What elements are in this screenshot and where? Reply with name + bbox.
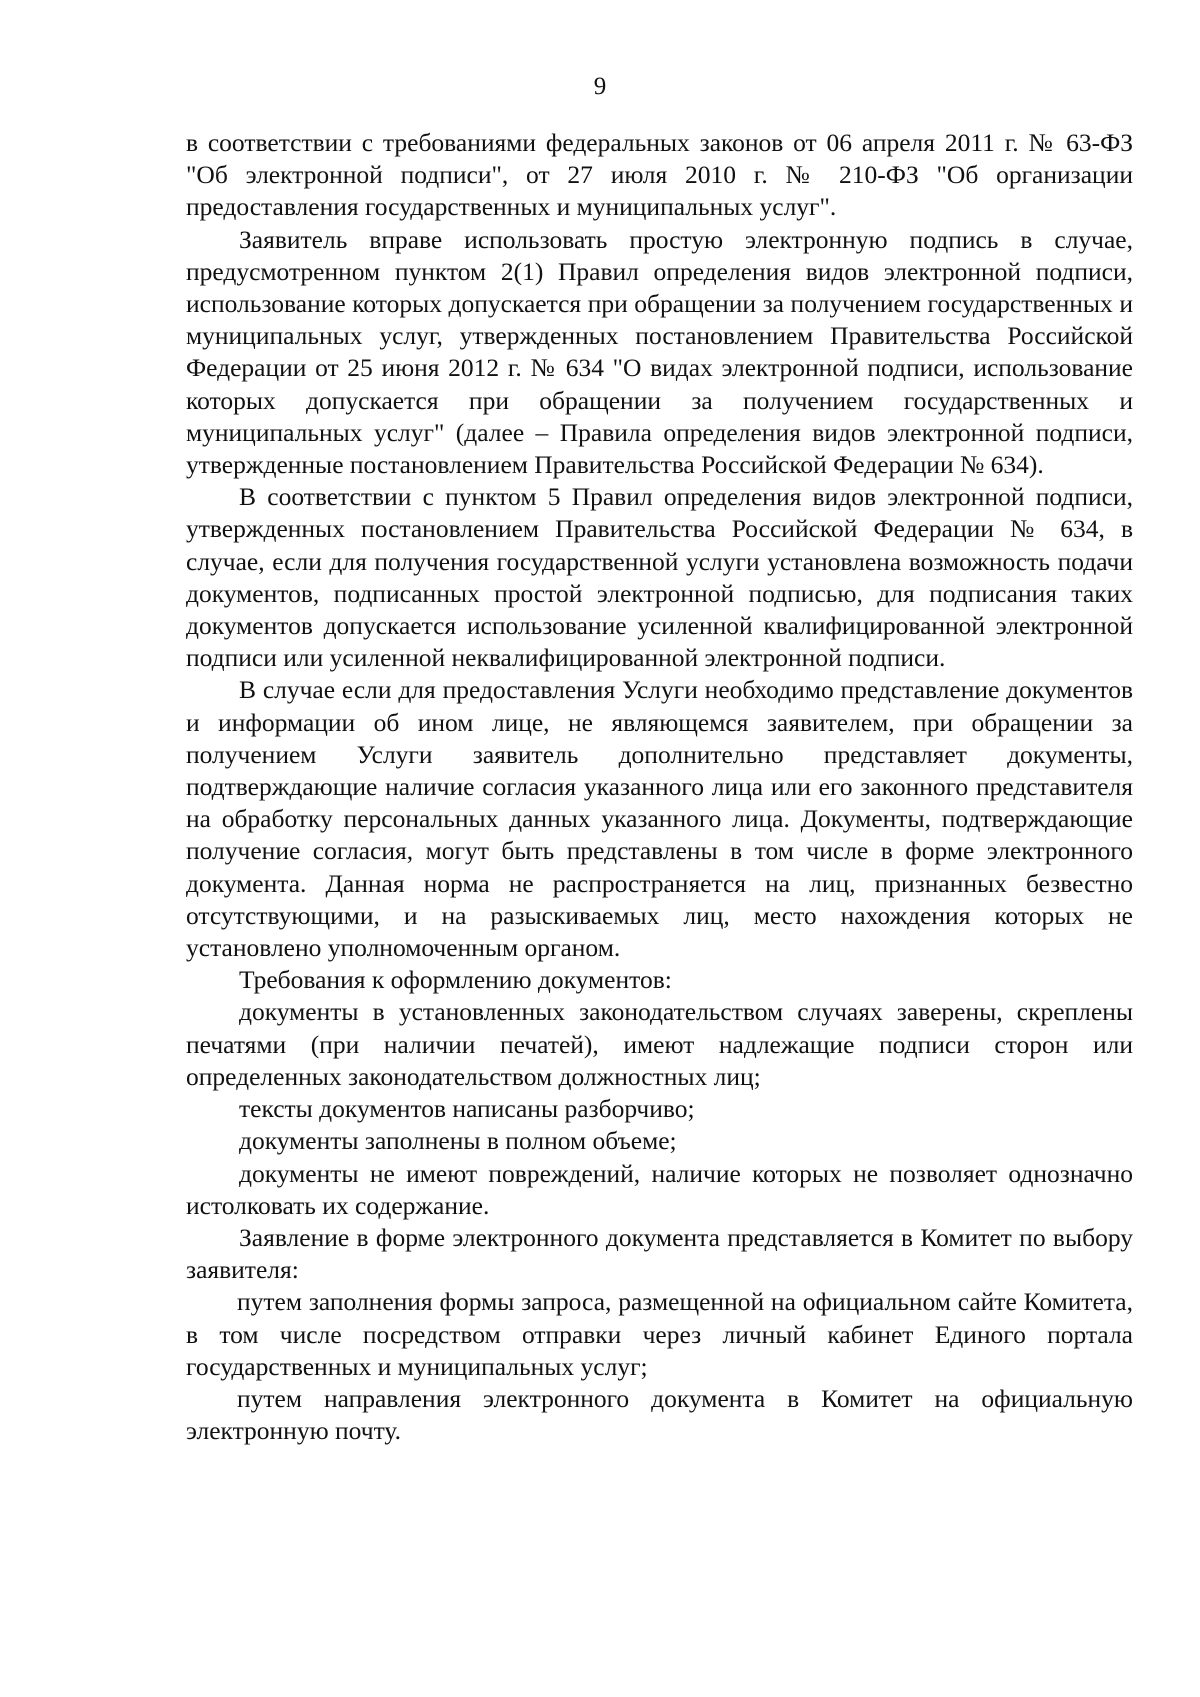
list-item-certified-documents: документы в установленных законодательством случаях заверены, скреплены печатями (при наличии печатей), имеют надлежащие подписи сторон или определенных законодательством должностных лиц; <box>186 997 1133 1091</box>
list-item-website-form: путем заполнения формы запроса, размещенной на официальном сайте Комитета, в том числе посредством отправки через личный кабинет Единого портала государственных и муниципальных услуг; <box>186 1287 1133 1381</box>
paragraph-simple-signature: Заявитель вправе использовать простую электронную подпись в случае, предусмотренном пунктом 2(1) Правил определения видов электронной подписи, использование которых допускается при обращении за получением государственных и муниципальных услуг, утвержденных постановлением Правительства Российской Федерации от 25 июня 2012 г. № 634 "О видах электронной подписи, использование которых допускается при обращении за получением государственных и муниципальных услуг" (далее – Правила определения видов электронной подписи, утвержденные постановлением Правительства Российской Федерации № 634). <box>186 224 1133 480</box>
list-item-legible-text: тексты документов написаны разборчиво; <box>239 1094 695 1124</box>
list-item-no-damage: документы не имеют повреждений, наличие которых не позволяет однозначно истолковать их содержание. <box>186 1158 1133 1220</box>
page-number: 9 <box>593 73 607 100</box>
list-item-official-email: путем направления электронного документа в Комитет на официальную электронную почту. <box>186 1383 1133 1446</box>
paragraph-continuation: в соответствии с требованиями федеральных законов от 06 апреля 2011 г. № 63-ФЗ "Об электронной подписи", от 27 июля 2010 г. № 210-ФЗ "Об организации предоставления государственных и муниципальных услуг". <box>186 128 1133 222</box>
paragraph-rules-point-5: В соответствии с пунктом 5 Правил определения видов электронной подписи, утвержденных постановлением Правительства Российской Федерации № 634, в случае, если для получения государственной услуги установлена возможность подачи документов, подписанных простой электронной подписью, для подписания таких документов допускается использование усиленной квалифицированной электронной подписи или усиленной неквалифицированной электронной подписи. <box>186 482 1133 673</box>
paragraph-submission-choice: Заявление в форме электронного документа представляется в Комитет по выбору заявителя: <box>186 1222 1133 1285</box>
paragraph-requirements-heading: Требования к оформлению документов: <box>239 965 672 995</box>
document-body <box>186 127 1133 1447</box>
list-item-complete-documents: документы заполнены в полном объеме; <box>239 1126 677 1156</box>
paragraph-other-person-consent: В случае если для предоставления Услуги необходимо представление документов и информации об ином лице, не являющемся заявителем, при обращении за получением Услуги заявитель дополнительно представляет документы, подтверждающие наличие согласия указанного лица или его законного представителя на обработку персональных данных указанного лица. Документы, подтверждающие получение согласия, могут быть представлены в том числе в форме электронного документа. Данная норма не распространяется на лиц, признанных безвестно отсутствующими, и на разыскиваемых лиц, место нахождения которых не установлено уполномоченным органом. <box>186 675 1133 963</box>
